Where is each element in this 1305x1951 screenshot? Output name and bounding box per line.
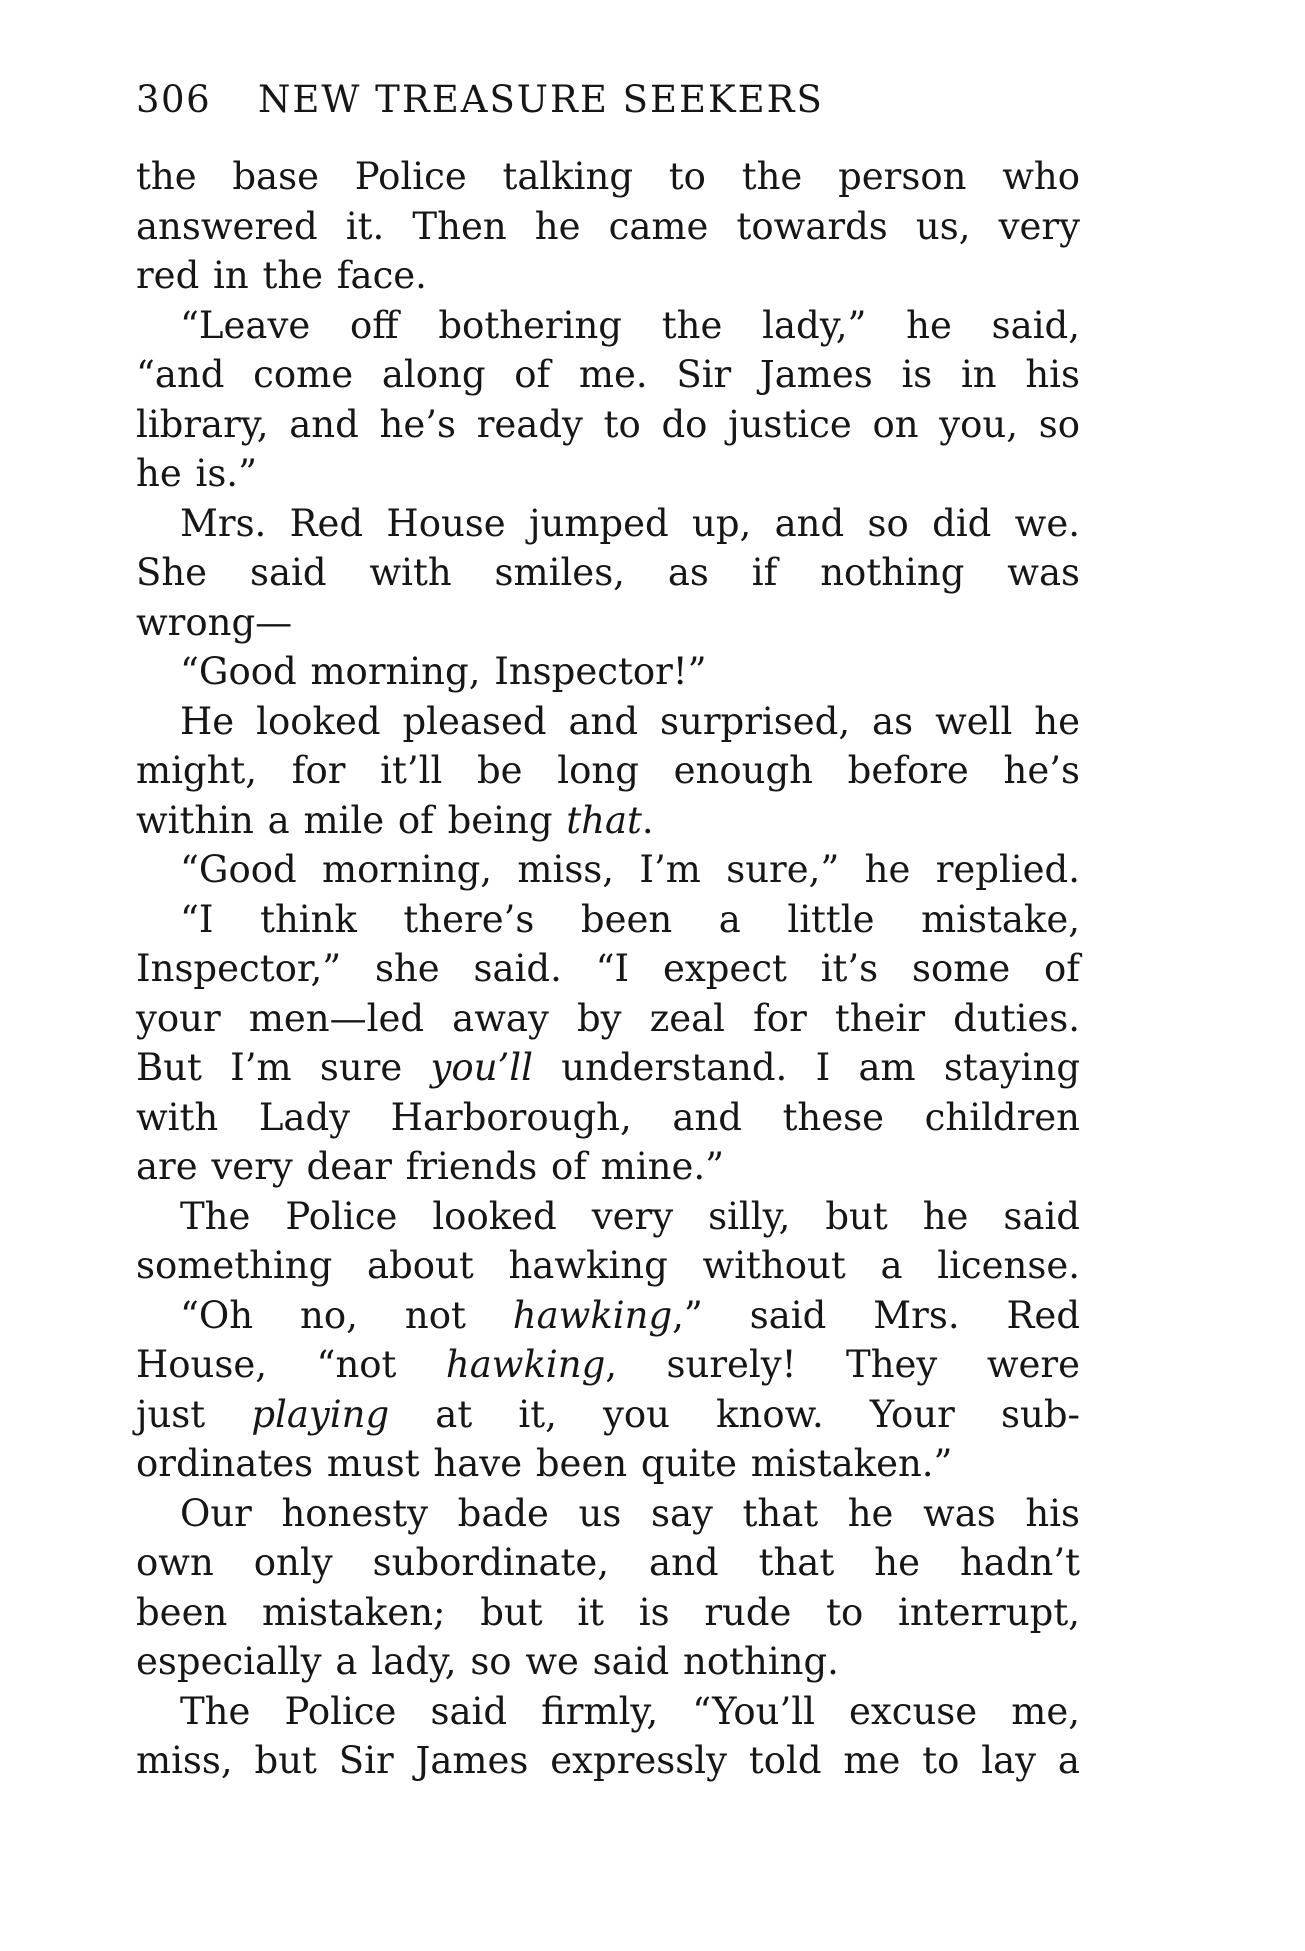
- text-line: The Police said firmly, “You’ll excuse me,: [180, 1689, 1080, 1733]
- line-segment: House, “not: [136, 1343, 446, 1386]
- text-line: your men—led away by zeal for their duties.: [136, 996, 1080, 1040]
- text-line: own only subordinate, and that he hadn’t: [136, 1541, 1080, 1584]
- italic-word: you’ll: [430, 1046, 533, 1089]
- text-line: he is.”: [136, 452, 257, 495]
- text-line: “and come along of me. Sir James is in his: [136, 353, 1080, 396]
- text-line: He looked pleased and surprised, as well he: [180, 699, 1080, 743]
- text-line: red in the face.: [136, 254, 427, 297]
- text-line: Mrs. Red House jumped up, and so did we.: [180, 501, 1080, 545]
- text-line: miss, but Sir James expressly told me to lay a: [136, 1739, 1080, 1782]
- line-segment: at it, you know. Your sub-: [389, 1392, 1081, 1436]
- text-line: “I think there’s been a little mistake,: [180, 897, 1080, 941]
- text-line: She said with smiles, as if nothing was: [136, 551, 1080, 594]
- text-line: “Leave off bothering the lady,” he said,: [180, 303, 1080, 347]
- text-body: [136, 152, 1080, 1786]
- running-title: NEW TREASURE SEEKERS: [258, 78, 824, 121]
- text-line: are very dear friends of mine.”: [136, 1145, 725, 1188]
- text-line: especially a lady, so we said nothing.: [136, 1640, 839, 1683]
- italic-word: that: [566, 798, 642, 842]
- line-segment: But I’m sure: [136, 1046, 431, 1089]
- text-line: Our honesty bade us say that he was his: [180, 1491, 1080, 1535]
- line-segment: “Oh no, not: [180, 1293, 513, 1337]
- text-line: ordinates must have been quite mistaken.”: [136, 1442, 953, 1485]
- italic-word: hawking: [512, 1293, 673, 1337]
- italic-word: playing: [251, 1392, 390, 1436]
- text-line: the base Police talking to the person who: [136, 155, 1080, 198]
- text-line: “Good morning, Inspector!”: [180, 650, 707, 693]
- text-line: answered it. Then he came towards us, very: [136, 204, 1080, 248]
- line-segment: .: [641, 798, 654, 842]
- text-line: with Lady Harborough, and these children: [136, 1095, 1080, 1139]
- line-segment: ,” said Mrs. Red: [672, 1293, 1080, 1337]
- text-line: [136, 1390, 1080, 1440]
- text-line: The Police looked very silly, but he said: [180, 1194, 1080, 1238]
- line-segment: , surely! They were: [605, 1343, 1080, 1386]
- text-line: [136, 796, 1080, 846]
- page-number: 306: [136, 78, 212, 121]
- text-line: might, for it’ll be long enough before he’s: [136, 749, 1080, 792]
- text-line: Inspector,” she said. “I expect it’s some of: [136, 947, 1080, 990]
- text-line: something about hawking without a license.: [136, 1244, 1080, 1287]
- text-line: [136, 1043, 1080, 1093]
- text-line: library, and he’s ready to do justice on you, so: [136, 402, 1080, 446]
- italic-word: hawking: [445, 1343, 606, 1386]
- text-line: [136, 1291, 1080, 1341]
- text-line: “Good morning, miss, I’m sure,” he replied.: [180, 848, 1080, 891]
- book-page: [136, 78, 1080, 1786]
- text-line: been mistaken; but it is rude to interrupt,: [136, 1590, 1080, 1634]
- running-header: [136, 78, 1080, 128]
- text-line: wrong—: [136, 600, 293, 644]
- text-line: [136, 1340, 1080, 1390]
- line-segment: just: [136, 1392, 252, 1436]
- line-segment: understand. I am staying: [532, 1046, 1080, 1089]
- line-segment: within a mile of being: [136, 798, 567, 842]
